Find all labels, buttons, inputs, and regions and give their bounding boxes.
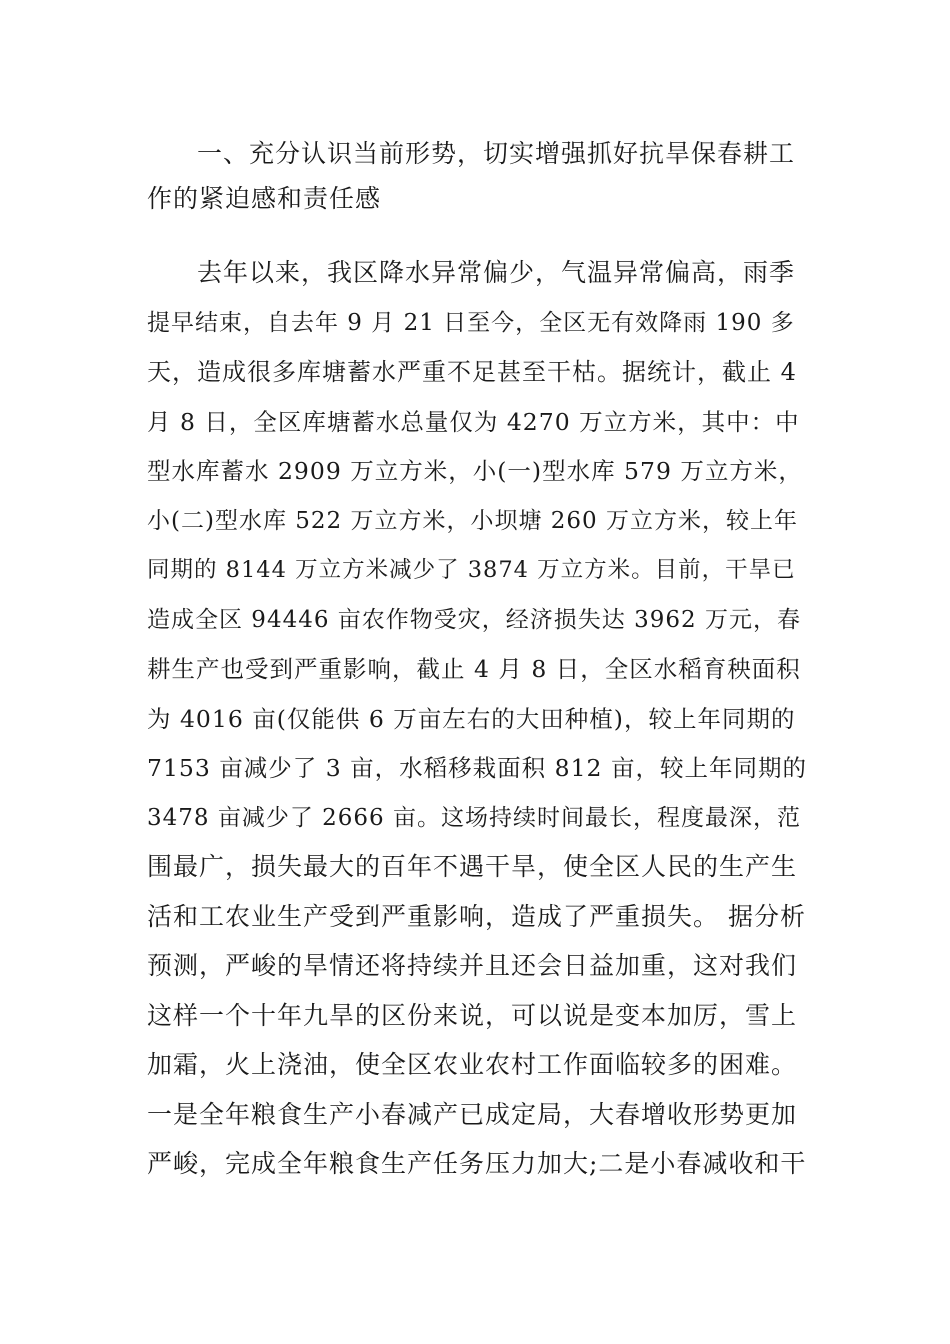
paragraph-line: 月 8 日，全区库塘蓄水总量仅为 4270 万立方米，其中：中 bbox=[147, 408, 800, 436]
paragraph-line: 加霜，火上浇油，使全区农业农村工作面临较多的困难。 bbox=[147, 1050, 798, 1079]
paragraph-line: 3478 亩减少了 2666 亩。这场持续时间最长，程度最深，范 bbox=[147, 805, 801, 831]
paragraph-line: 提早结束，自去年 9 月 21 日至今，全区无有效降雨 190 多 bbox=[147, 310, 795, 336]
paragraph-line: 预测，严峻的旱情还将持续并且还会日益加重，这对我们 bbox=[147, 951, 798, 980]
heading-line: 作的紧迫感和责任感 bbox=[147, 184, 382, 213]
paragraph-line: 7153 亩减少了 3 亩，水稻移栽面积 812 亩，较上年同期的 bbox=[147, 754, 807, 782]
paragraph-line: 严峻，完成全年粮食生产任务压力加大;二是小春减收和干 bbox=[147, 1149, 807, 1178]
paragraph-line: 造成全区 94446 亩农作物受灾，经济损失达 3962 万元，春 bbox=[147, 607, 801, 633]
paragraph-line: 一是全年粮食生产小春减产已成定局，大春增收形势更加 bbox=[147, 1100, 798, 1129]
paragraph-line: 围最广，损失最大的百年不遇干旱，使全区人民的生产生 bbox=[147, 852, 798, 881]
paragraph-line: 去年以来，我区降水异常偏少，气温异常偏高，雨季 bbox=[197, 258, 796, 287]
paragraph-line: 活和工农业生产受到严重影响，造成了严重损失。 据分析 bbox=[147, 902, 806, 931]
paragraph-line: 耕生产也受到严重影响，截止 4 月 8 日，全区水稻育秧面积 bbox=[147, 655, 801, 683]
paragraph-line: 天，造成很多库塘蓄水严重不足甚至干枯。据统计，截止 4 bbox=[147, 358, 797, 386]
paragraph-line: 为 4016 亩(仅能供 6 万亩左右的大田种植)，较上年同期的 bbox=[147, 705, 796, 733]
paragraph-line: 小(二)型水库 522 万立方米，小坝塘 260 万立方米，较上年 bbox=[147, 508, 798, 534]
paragraph-line: 这样一个十年九旱的区份来说，可以说是变本加厉，雪上 bbox=[147, 1001, 798, 1030]
heading-line: 一、充分认识当前形势，切实增强抓好抗旱保春耕工 bbox=[197, 139, 796, 168]
paragraph-line: 型水库蓄水 2909 万立方米，小(一)型水库 579 万立方米， bbox=[147, 457, 803, 485]
paragraph-line: 同期的 8144 万立方米减少了 3874 万立方米。目前，干旱已 bbox=[147, 557, 796, 583]
